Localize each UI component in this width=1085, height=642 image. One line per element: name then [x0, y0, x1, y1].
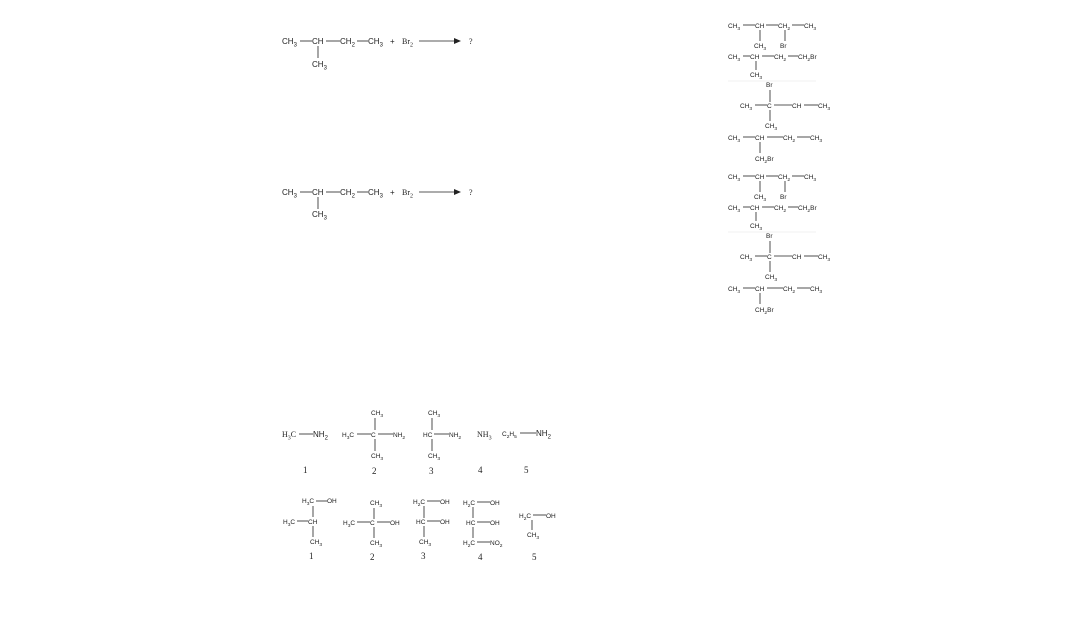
- ag1-o1-atom: CH: [755, 23, 765, 30]
- amine3-down: $CH_3$: [428, 453, 441, 462]
- amine3-left: HC: [423, 432, 433, 439]
- ag1-o3-atom: $CH_3$: [740, 103, 753, 112]
- ag2-o4-atom: CH: [755, 286, 765, 293]
- alc1-mid: CH: [308, 519, 318, 526]
- amine5-right: $NH_2$: [536, 429, 551, 441]
- amine1-right: $NH_2$: [313, 430, 328, 442]
- alcohol-1[interactable]: [283, 498, 337, 561]
- r1-reagent: $Br_2$: [402, 37, 413, 49]
- amine4-label: 4: [478, 465, 483, 475]
- alc5-label: 5: [532, 552, 537, 562]
- amine2-left: $H_3C$: [342, 432, 355, 441]
- r1-atom-4: $CH_3$: [368, 37, 383, 49]
- r1-arrow-head: [454, 38, 461, 44]
- alcohol-4[interactable]: [463, 500, 503, 562]
- amine1-label: 1: [303, 465, 308, 475]
- alc1-bot: $CH_3$: [310, 539, 323, 548]
- alc2-label: 2: [370, 552, 375, 562]
- ag1-o1-atom: $CH_3$: [804, 23, 817, 32]
- alc5-bot: $CH_3$: [527, 532, 540, 541]
- ag1-o2-atom: $CH_2$: [774, 54, 787, 63]
- r2-atom-4: $CH_3$: [368, 188, 383, 200]
- ag1-o2-sub: $CH_3$: [750, 72, 763, 81]
- amine3-up: $CH_3$: [428, 410, 441, 419]
- amine-3[interactable]: [423, 410, 461, 476]
- ag1-o4-atom: $CH_3$: [810, 135, 823, 144]
- ag2-o4-atom: $CH_3$: [728, 286, 741, 295]
- ag2-o1-atom: CH: [755, 174, 765, 181]
- alc2-mid: C: [370, 520, 375, 527]
- alc5-top-r: OH: [546, 513, 556, 520]
- alc4-label: 4: [478, 552, 483, 562]
- alcohol-5[interactable]: [519, 513, 556, 562]
- answer-option-1[interactable]: [728, 23, 816, 52]
- answer-option-1[interactable]: [728, 174, 816, 203]
- ag2-o4-atom: $CH_3$: [810, 286, 823, 295]
- ag1-o2-atom: $CH_3$: [728, 54, 741, 63]
- r2-reagent: $Br_2$: [402, 188, 413, 200]
- r1-plus: +: [390, 37, 395, 46]
- ag2-o3-atom: CH: [792, 254, 802, 261]
- alc1-top: $H_3C$: [302, 498, 315, 507]
- ag1-o3-atom: C: [767, 103, 772, 110]
- ag1-o3-atom: CH: [792, 103, 802, 110]
- answer-group-1: [728, 23, 830, 165]
- ag2-o1-atom: $CH_2$: [778, 174, 791, 183]
- amine2-right: $NH_2$: [393, 432, 406, 441]
- alcohols-row: [283, 498, 556, 562]
- r2-atom-1: $CH_3$: [282, 188, 297, 200]
- r2-atom-2: CH: [312, 188, 324, 197]
- alc4-mid-r: OH: [490, 520, 500, 527]
- answer-option-2[interactable]: [728, 54, 817, 81]
- amine1-left: $H_3C$: [282, 430, 297, 442]
- ag1-o1-sub: $CH_3$: [754, 43, 767, 52]
- ag1-o2-atom: CH: [750, 54, 760, 61]
- ag2-o2-atom: CH: [750, 205, 760, 212]
- alcohol-3[interactable]: [413, 499, 450, 561]
- ag2-o2-atom: $CH_3$: [728, 205, 741, 214]
- ag2-o2-atom: $CH_2$: [774, 205, 787, 214]
- reaction-2: [282, 188, 473, 221]
- alc3-label: 3: [421, 551, 426, 561]
- alc3-bot: $CH_3$: [419, 539, 432, 548]
- alc4-bot-r: $NO_2$: [490, 540, 503, 549]
- amine3-label: 3: [429, 466, 434, 476]
- amine5-left: $C_2H_5$: [502, 431, 517, 440]
- answer-option-3[interactable]: [740, 233, 830, 283]
- ag1-o1-atom: $CH_3$: [728, 23, 741, 32]
- ag1-o4-atom: CH: [755, 135, 765, 142]
- ag1-o3-sub-down: $CH_3$: [765, 123, 778, 132]
- ag2-o2-atom: $CH_2Br$: [798, 205, 817, 214]
- alc2-bot: $CH_3$: [370, 540, 383, 549]
- alc1-mid-l: $H_3C$: [283, 519, 296, 528]
- ag2-o1-atom: $CH_3$: [728, 174, 741, 183]
- ag1-o1-atom: $CH_2$: [778, 23, 791, 32]
- amine2-center: C: [371, 432, 376, 439]
- ag1-o2-atom: $CH_2Br$: [798, 54, 817, 63]
- alc4-top-r: OH: [490, 500, 500, 507]
- amine-5[interactable]: [502, 429, 552, 475]
- amine4-formula: $NH_3$: [477, 430, 492, 442]
- r2-plus: +: [390, 188, 395, 197]
- answer-option-4[interactable]: [728, 135, 822, 165]
- amine-2[interactable]: [342, 410, 405, 476]
- ag2-o4-sub: $CH_2Br$: [755, 307, 774, 316]
- alc4-mid: HC: [466, 520, 476, 527]
- ag2-o3-sub-down: $CH_3$: [765, 274, 778, 283]
- ag2-o1-atom: $CH_3$: [804, 174, 817, 183]
- ag2-o3-atom: $CH_3$: [818, 254, 831, 263]
- r1-atom-1: $CH_3$: [282, 37, 297, 49]
- amine3-right: $NH_2$: [449, 432, 462, 441]
- ag2-o1-sub: $CH_3$: [754, 194, 767, 203]
- ag1-o1-sub: Br: [780, 43, 787, 50]
- ag1-o4-sub: $CH_2Br$: [755, 156, 774, 165]
- ag1-o4-atom: $CH_3$: [728, 135, 741, 144]
- amines-row: [282, 410, 552, 476]
- amine2-label: 2: [372, 466, 377, 476]
- r2-branch: $CH_3$: [312, 210, 327, 222]
- alc4-top: $H_2C$: [463, 500, 476, 509]
- r2-product: ?: [469, 188, 473, 197]
- alc2-mid-l: $H_3C$: [343, 520, 356, 529]
- alc3-mid: HC: [416, 519, 426, 526]
- ag2-o4-atom: $CH_2$: [783, 286, 796, 295]
- ag1-o4-atom: $CH_2$: [783, 135, 796, 144]
- amine5-label: 5: [524, 465, 529, 475]
- amine-1[interactable]: [282, 430, 329, 475]
- alc3-mid-r: OH: [440, 519, 450, 526]
- alc5-top: $H_2C$: [519, 513, 532, 522]
- r1-atom-3: $CH_2$: [340, 37, 355, 49]
- answer-option-4[interactable]: [728, 286, 822, 316]
- reaction-1: [282, 37, 473, 71]
- alc2-mid-r: OH: [390, 520, 400, 527]
- ag2-o3-sub-up: Br: [766, 233, 773, 240]
- alc3-top-r: OH: [440, 499, 450, 506]
- r1-atom-2: CH: [312, 37, 324, 46]
- amine-4[interactable]: [477, 430, 492, 475]
- r1-product: ?: [469, 37, 473, 46]
- alc4-bot: $H_2C$: [463, 540, 476, 549]
- answer-group-2: [728, 174, 830, 316]
- answer-option-2[interactable]: [728, 205, 817, 232]
- alc3-top: $H_2C$: [413, 499, 426, 508]
- ag1-o3-sub-up: Br: [766, 82, 773, 89]
- answer-option-3[interactable]: [740, 82, 830, 132]
- ag2-o3-atom: $CH_3$: [740, 254, 753, 263]
- alc1-top-r: OH: [327, 498, 337, 505]
- ag2-o3-atom: C: [767, 254, 772, 261]
- alc1-label: 1: [309, 551, 314, 561]
- amine2-up: $CH_3$: [371, 410, 384, 419]
- r2-atom-3: $CH_2$: [340, 188, 355, 200]
- ag2-o2-sub: $CH_3$: [750, 223, 763, 232]
- ag1-o3-atom: $CH_3$: [818, 103, 831, 112]
- r1-branch: $CH_3$: [312, 60, 327, 72]
- ag2-o1-sub: Br: [780, 194, 787, 201]
- amine2-down: $CH_3$: [371, 453, 384, 462]
- alcohol-2[interactable]: [343, 500, 400, 562]
- alc2-top: $CH_3$: [370, 500, 383, 509]
- r2-arrow-head: [454, 189, 461, 195]
